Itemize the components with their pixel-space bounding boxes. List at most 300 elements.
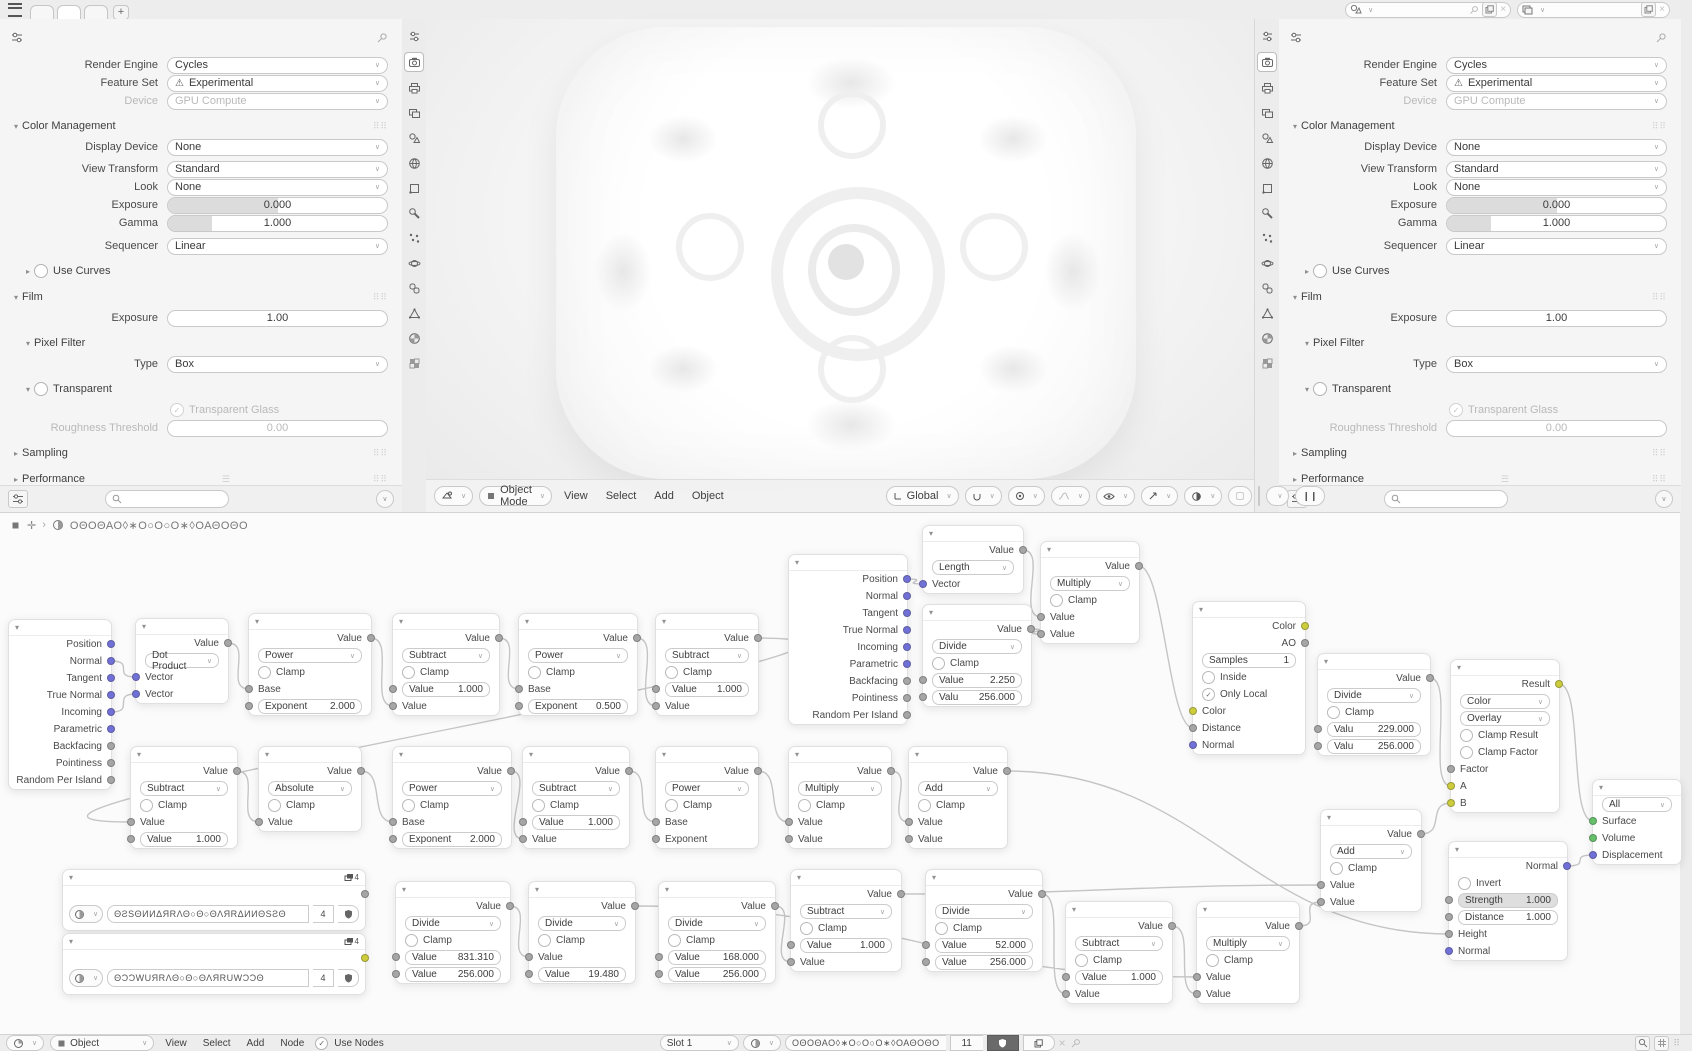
collapse-icon[interactable]: ▾ (137, 750, 142, 759)
output-socket[interactable] (233, 767, 241, 775)
falloff-dropdown[interactable]: ∨ (1051, 486, 1090, 506)
node-header[interactable] (249, 614, 371, 630)
output-socket[interactable] (506, 902, 514, 910)
node-checkbox[interactable] (538, 934, 551, 947)
node-value-field[interactable]: Value 256.000 (405, 967, 501, 982)
node-checkbox[interactable] (668, 934, 681, 947)
filter-options-button[interactable]: ∨ (1655, 490, 1673, 508)
node-checkbox[interactable] (402, 799, 415, 812)
input-socket[interactable] (1189, 741, 1197, 749)
workspace-tab-2[interactable] (57, 5, 81, 20)
output-socket[interactable] (361, 954, 369, 962)
shader-type-select[interactable]: Object ∨ (50, 1035, 154, 1051)
input-socket[interactable] (525, 970, 533, 978)
properties-tab-scene-icon[interactable] (405, 129, 423, 147)
node-sub5[interactable] (790, 869, 902, 972)
node-value-field[interactable]: Samples 1 (1202, 653, 1296, 668)
output-socket[interactable] (224, 639, 232, 647)
viewlayer-name-field[interactable] (1548, 5, 1638, 15)
menu-view[interactable]: View (564, 490, 588, 502)
input-socket[interactable] (787, 941, 795, 949)
input-socket[interactable] (1589, 817, 1597, 825)
section-sampling[interactable]: ▸ Sampling ⠿⠿ (1292, 447, 1667, 459)
collapse-icon[interactable]: ▾ (1455, 845, 1460, 854)
node-div2[interactable] (1317, 653, 1431, 756)
menu-add[interactable]: Add (246, 1037, 265, 1049)
node-header[interactable] (926, 870, 1042, 886)
properties-tab-output-icon[interactable] (1258, 79, 1276, 97)
node-checkbox[interactable] (528, 666, 541, 679)
collapse-icon[interactable]: ▾ (535, 885, 540, 894)
properties-tab-particles-icon[interactable] (1258, 229, 1276, 247)
fake-user-shield-button[interactable] (338, 905, 359, 923)
node-operation-select[interactable]: Subtract ∨ (665, 648, 749, 663)
search-input[interactable] (105, 490, 229, 508)
properties-tab-scene-icon[interactable] (1258, 129, 1276, 147)
node-g1[interactable] (8, 619, 112, 790)
node-value-field[interactable]: Distance 1.000 (1458, 910, 1558, 925)
node-checkbox[interactable]: ✓ (1202, 688, 1215, 701)
grid-snap-icon[interactable] (1654, 1036, 1669, 1051)
node-header[interactable] (396, 882, 510, 898)
output-socket[interactable] (357, 767, 365, 775)
node-checkbox[interactable] (798, 799, 811, 812)
output-socket[interactable] (903, 592, 911, 600)
overlays-dropdown[interactable]: ∨ (1184, 486, 1222, 506)
shading-dropdown[interactable]: ∨ (1266, 486, 1289, 506)
node-header[interactable]: ▾ 4 (63, 870, 365, 886)
shader-node-editor[interactable] (0, 512, 1680, 1035)
output-socket[interactable] (887, 767, 895, 775)
node-value-field[interactable]: Value 52.000 (935, 938, 1033, 953)
gizmo-dropdown[interactable]: ∨ (1141, 486, 1178, 506)
input-socket[interactable] (652, 835, 660, 843)
section-color-management[interactable]: ▾ Color Management ⠿⠿ (13, 120, 388, 132)
output-socket[interactable] (903, 694, 911, 702)
viewport-3d[interactable] (426, 19, 1318, 512)
collapse-icon[interactable]: ▾ (142, 622, 147, 631)
node-operation-select[interactable]: Divide ∨ (932, 639, 1022, 654)
menu-object[interactable]: Object (691, 490, 724, 502)
close-icon[interactable]: × (1500, 4, 1507, 15)
properties-tab-constraints-icon[interactable] (405, 279, 423, 297)
editor-type-dropdown[interactable]: ∨ (6, 1035, 44, 1051)
node-operation-select[interactable]: Overlay ∨ (1460, 711, 1550, 726)
output-socket[interactable] (107, 742, 115, 750)
properties-tab-output-icon[interactable] (405, 79, 423, 97)
input-socket[interactable] (785, 818, 793, 826)
node-sub6[interactable] (1065, 901, 1173, 1004)
input-socket[interactable] (652, 685, 660, 693)
device-select[interactable]: GPU Compute ∨ (1446, 93, 1667, 110)
node-value-field[interactable]: Value 2.250 (932, 673, 1022, 688)
node-sub4[interactable] (522, 746, 630, 849)
node-operation-select[interactable]: Divide ∨ (1327, 688, 1421, 703)
render-engine-select[interactable]: Cycles ∨ (167, 57, 388, 74)
output-socket[interactable] (1426, 674, 1434, 682)
snap-dropdown[interactable]: ∨ (965, 486, 1002, 506)
output-socket[interactable] (1135, 562, 1143, 570)
visibility-dropdown[interactable]: ∨ (1096, 486, 1135, 506)
node-g2[interactable] (788, 554, 908, 725)
node-checkbox[interactable] (405, 934, 418, 947)
collapse-icon[interactable]: ▾ (529, 750, 534, 759)
collapse-icon[interactable]: ▾ (255, 617, 260, 626)
use-curves-checkbox[interactable] (1313, 264, 1327, 278)
node-mul3[interactable] (1196, 901, 1300, 1004)
gamma-slider[interactable]: 1.000 (167, 215, 388, 232)
output-socket[interactable] (1417, 830, 1425, 838)
output-socket[interactable] (367, 634, 375, 642)
transparent-glass-checkbox[interactable]: ✓ (170, 403, 184, 417)
node-div1[interactable] (922, 604, 1032, 707)
texture-browse-dropdown[interactable]: ∨ (69, 905, 103, 923)
look-select[interactable]: None ∨ (1446, 179, 1667, 196)
collapse-icon[interactable]: ▾ (662, 617, 667, 626)
node-value-field[interactable]: Value 831.310 (405, 950, 501, 965)
output-socket[interactable] (1555, 680, 1563, 688)
node-header[interactable] (1197, 902, 1299, 918)
node-value-field[interactable]: Value 1.000 (665, 682, 749, 697)
node-operation-select[interactable]: Subtract ∨ (140, 781, 228, 796)
node-header[interactable] (659, 882, 775, 898)
node-value-field[interactable]: Exponent 2.000 (402, 832, 502, 847)
node-div6[interactable] (925, 869, 1043, 972)
output-socket[interactable] (771, 902, 779, 910)
input-socket[interactable] (905, 818, 913, 826)
node-checkbox[interactable] (932, 657, 945, 670)
collapse-icon[interactable]: ▾ (665, 885, 670, 894)
node-ao[interactable] (1192, 601, 1306, 755)
input-socket[interactable] (1589, 834, 1597, 842)
new-viewlayer-button[interactable] (1641, 2, 1656, 17)
node-value-field[interactable]: Value 19.480 (538, 967, 626, 982)
output-socket[interactable] (507, 767, 515, 775)
output-socket[interactable] (903, 626, 911, 634)
input-socket[interactable] (1317, 881, 1325, 889)
input-socket[interactable] (1062, 990, 1070, 998)
output-socket[interactable] (903, 711, 911, 719)
properties-tab-object-icon[interactable] (1258, 179, 1276, 197)
node-header[interactable] (1451, 660, 1559, 676)
node-header[interactable] (393, 747, 511, 763)
collapse-icon[interactable]: ▾ (69, 873, 74, 882)
node-operation-select[interactable]: Multiply ∨ (1206, 936, 1290, 951)
collapse-icon[interactable]: ▾ (662, 750, 667, 759)
fake-user-shield-button[interactable] (338, 969, 359, 987)
output-socket[interactable] (107, 759, 115, 767)
input-socket[interactable] (389, 685, 397, 693)
node-operation-select[interactable]: Power ∨ (258, 648, 362, 663)
node-header[interactable] (1593, 780, 1681, 796)
node-header[interactable] (1066, 902, 1172, 918)
node-header[interactable] (791, 870, 901, 886)
node-bump[interactable] (1448, 841, 1568, 961)
section-pixel-filter[interactable]: ▾ Pixel Filter (1304, 337, 1365, 349)
node-div5[interactable] (658, 881, 776, 984)
node-value-field[interactable]: Value 1.000 (1075, 970, 1163, 985)
node-value-field[interactable]: Strength 1.000 (1458, 893, 1558, 908)
add-workspace-button[interactable]: + (113, 5, 129, 20)
node-header[interactable] (1041, 542, 1139, 558)
input-socket[interactable] (922, 941, 930, 949)
section-transparent[interactable]: ▾ Transparent (25, 383, 112, 395)
node-operation-select[interactable]: Multiply ∨ (1050, 576, 1130, 591)
menu-node[interactable]: Node (280, 1037, 305, 1049)
input-socket[interactable] (525, 953, 533, 961)
input-socket[interactable] (919, 676, 927, 684)
node-operation-select[interactable]: Color ∨ (1460, 694, 1550, 709)
input-socket[interactable] (905, 835, 913, 843)
section-pixel-filter[interactable]: ▾ Pixel Filter (25, 337, 86, 349)
film-exposure-slider[interactable]: 1.00 (1446, 310, 1667, 327)
node-operation-select[interactable]: Subtract ∨ (532, 781, 620, 796)
pause-render-button[interactable]: ❙❙ (1295, 486, 1324, 506)
input-socket[interactable] (1193, 990, 1201, 998)
texture-users-count[interactable]: 4 (313, 969, 334, 987)
mode-select[interactable]: Object Mode ∨ (479, 486, 552, 506)
collapse-icon[interactable]: ▾ (1457, 663, 1462, 672)
node-mix[interactable] (1450, 659, 1560, 813)
properties-tab-constraints-icon[interactable] (1258, 279, 1276, 297)
roughness-threshold-slider[interactable]: 0.00 (167, 420, 388, 437)
menu-select[interactable]: Select (605, 490, 637, 502)
feature-set-select[interactable]: ⚠ Experimental ∨ (1446, 75, 1667, 92)
node-checkbox[interactable] (1327, 706, 1340, 719)
node-checkbox[interactable] (800, 922, 813, 935)
node-mul1[interactable] (788, 746, 892, 849)
output-socket[interactable] (903, 609, 911, 617)
collapse-icon[interactable]: ▾ (929, 608, 934, 617)
output-socket[interactable] (1301, 639, 1309, 647)
node-header[interactable] (529, 882, 635, 898)
node-checkbox[interactable] (665, 799, 678, 812)
input-socket[interactable] (1445, 913, 1453, 921)
properties-tab-tool-icon[interactable] (1258, 27, 1276, 45)
input-socket[interactable] (127, 835, 135, 843)
view-transform-select[interactable]: Standard ∨ (1446, 161, 1667, 178)
use-curves-checkbox[interactable] (34, 264, 48, 278)
node-checkbox[interactable] (532, 799, 545, 812)
workspace-tab-1[interactable] (30, 5, 54, 20)
node-abs[interactable] (258, 746, 362, 832)
node-header[interactable] (259, 747, 361, 763)
node-header[interactable] (523, 747, 629, 763)
output-socket[interactable] (903, 643, 911, 651)
section-use-curves[interactable]: ▸ Use Curves (1304, 265, 1390, 277)
input-socket[interactable] (392, 970, 400, 978)
close-icon[interactable]: × (1659, 4, 1665, 15)
collapse-icon[interactable]: ▾ (399, 750, 404, 759)
output-socket[interactable] (495, 634, 503, 642)
node-dot[interactable] (135, 618, 229, 704)
preset-list-icon[interactable]: ☰ (1500, 473, 1509, 484)
collapse-icon[interactable]: ▾ (1324, 657, 1329, 666)
collapse-icon[interactable]: ▾ (915, 750, 920, 759)
display-device-select[interactable]: None ∨ (167, 139, 388, 156)
material-name-field[interactable]: ΟΘΟΘΑΟ◊∗Ο○Ο○Ο∗◊ΟΑΘΟΘΟ (785, 1035, 946, 1051)
input-socket[interactable] (1447, 799, 1455, 807)
input-socket[interactable] (1062, 973, 1070, 981)
properties-tab-texture-icon[interactable] (405, 354, 423, 372)
output-socket[interactable] (1295, 922, 1303, 930)
node-header[interactable] (9, 620, 111, 636)
node-header[interactable] (789, 747, 891, 763)
node-operation-select[interactable]: Dot Product ∨ (145, 653, 219, 668)
node-operation-select[interactable]: Subtract ∨ (800, 904, 892, 919)
copy-material-button[interactable] (1023, 1035, 1055, 1051)
node-value-field[interactable]: Value 1.000 (800, 938, 892, 953)
input-socket[interactable] (1317, 898, 1325, 906)
collapse-icon[interactable]: ▾ (1203, 905, 1208, 914)
node-checkbox[interactable] (1458, 877, 1471, 890)
node-operation-select[interactable]: Multiply ∨ (798, 781, 882, 796)
node-checkbox[interactable] (1330, 862, 1343, 875)
collapse-icon[interactable]: ▾ (795, 750, 800, 759)
input-socket[interactable] (132, 690, 140, 698)
input-socket[interactable] (392, 953, 400, 961)
node-pow2[interactable] (518, 613, 638, 716)
output-socket[interactable] (1027, 625, 1035, 633)
node-out[interactable] (1592, 779, 1682, 865)
input-socket[interactable] (1445, 930, 1453, 938)
output-socket[interactable] (897, 890, 905, 898)
section-performance[interactable]: ▸ Performance ☰ ⠿⠿ (13, 473, 388, 485)
resize-grip-icon[interactable]: ⠿ (1673, 1037, 1680, 1048)
filter-options-button[interactable]: ∨ (376, 490, 394, 508)
gamma-slider[interactable]: 1.000 (1446, 215, 1667, 232)
texture-name-field[interactable]: ΘƆƆWUЯRΛΘ○Θ○ΘΛЯRUWƆƆΘ (107, 969, 309, 987)
use-nodes-checkbox[interactable]: ✓ (315, 1037, 328, 1050)
node-div3[interactable] (395, 881, 511, 984)
fake-user-shield-button[interactable] (987, 1035, 1019, 1051)
node-value-field[interactable]: Exponent 2.000 (258, 699, 362, 714)
input-socket[interactable] (787, 958, 795, 966)
collapse-icon[interactable]: ▾ (1199, 605, 1204, 614)
node-header[interactable] (519, 614, 637, 630)
menu-add[interactable]: Add (654, 490, 674, 502)
node-checkbox[interactable] (1206, 954, 1219, 967)
node-value-field[interactable]: Value 256.000 (668, 967, 766, 982)
output-socket[interactable] (903, 660, 911, 668)
input-socket[interactable] (519, 818, 527, 826)
node-value-field[interactable]: Value 1.000 (402, 682, 490, 697)
input-socket[interactable] (245, 702, 253, 710)
input-socket[interactable] (1445, 947, 1453, 955)
node-add2[interactable] (1320, 809, 1422, 912)
node-len[interactable] (922, 525, 1024, 594)
node-checkbox[interactable] (935, 922, 948, 935)
node-pow3[interactable] (392, 746, 512, 849)
transform-orientation-select[interactable]: Global ∨ (886, 486, 959, 506)
node-add1[interactable] (908, 746, 1008, 849)
output-socket[interactable] (107, 776, 115, 784)
node-header[interactable] (1193, 602, 1305, 618)
node-value-field[interactable]: Value 1.000 (532, 815, 620, 830)
properties-tab-physics-icon[interactable] (1258, 254, 1276, 272)
properties-editor-icon[interactable] (1289, 31, 1303, 45)
pin-icon[interactable] (1655, 32, 1667, 44)
zoom-region-icon[interactable] (1635, 1036, 1650, 1051)
view-transform-select[interactable]: Standard ∨ (167, 161, 388, 178)
output-socket[interactable] (754, 634, 762, 642)
exposure-slider[interactable]: 0.000 (1446, 197, 1667, 214)
node-operation-select[interactable]: Add ∨ (918, 781, 998, 796)
properties-tab-physics-icon[interactable] (405, 254, 423, 272)
input-socket[interactable] (519, 835, 527, 843)
render-engine-select[interactable]: Cycles ∨ (1446, 57, 1667, 74)
node-value-field[interactable]: Value 256.000 (935, 955, 1033, 970)
section-performance[interactable]: ▸ Performance ☰ ⠿⠿ (1292, 473, 1667, 485)
output-socket[interactable] (625, 767, 633, 775)
exposure-slider[interactable]: 0.000 (167, 197, 388, 214)
editor-type-button[interactable] (8, 490, 28, 508)
node-checkbox[interactable] (1075, 954, 1088, 967)
texture-users-count[interactable]: 4 (313, 905, 334, 923)
properties-tab-world-icon[interactable] (405, 154, 423, 172)
node-checkbox[interactable] (258, 666, 271, 679)
look-select[interactable]: None ∨ (167, 179, 388, 196)
viewlayer-selector[interactable] (1517, 2, 1670, 18)
menu-view[interactable]: View (165, 1037, 187, 1049)
node-header[interactable] (393, 614, 499, 630)
material-slot-select[interactable]: Slot 1 ∨ (660, 1035, 739, 1051)
node-value-field[interactable]: Valu 229.000 (1327, 722, 1421, 737)
properties-tab-modifiers-icon[interactable] (405, 204, 423, 222)
node-operation-select[interactable]: Absolute ∨ (268, 781, 352, 796)
collapse-icon[interactable]: ▾ (932, 873, 937, 882)
texture-browse-dropdown[interactable]: ∨ (69, 969, 103, 987)
output-socket[interactable] (107, 708, 115, 716)
node-operation-select[interactable]: Divide ∨ (668, 916, 766, 931)
section-use-curves[interactable]: ▸ Use Curves (25, 265, 111, 277)
properties-tab-view-layer-icon[interactable] (1258, 104, 1276, 122)
node-operation-select[interactable]: Subtract ∨ (1075, 936, 1163, 951)
search-input[interactable] (1384, 490, 1508, 508)
node-sub1[interactable] (392, 613, 500, 716)
node-header[interactable] (136, 619, 228, 635)
transparent-checkbox[interactable] (34, 382, 48, 396)
node-operation-select[interactable]: Power ∨ (665, 781, 749, 796)
input-socket[interactable] (1037, 613, 1045, 621)
collapse-icon[interactable]: ▾ (402, 885, 407, 894)
input-socket[interactable] (255, 818, 263, 826)
input-socket[interactable] (389, 835, 397, 843)
collapse-icon[interactable]: ▾ (1072, 905, 1077, 914)
node-operation-select[interactable]: Divide ∨ (405, 916, 501, 931)
properties-tab-object-icon[interactable] (405, 179, 423, 197)
transparent-checkbox[interactable] (1313, 382, 1327, 396)
collapse-icon[interactable]: ▾ (69, 937, 74, 946)
node-header[interactable] (131, 747, 237, 763)
node-header[interactable] (656, 747, 758, 763)
properties-tab-tool-icon[interactable] (405, 27, 423, 45)
node-div4[interactable] (528, 881, 636, 984)
output-socket[interactable] (1301, 622, 1309, 630)
node-checkbox[interactable] (1460, 729, 1473, 742)
menu-select[interactable]: Select (202, 1037, 231, 1049)
output-socket[interactable] (631, 902, 639, 910)
node-tex2[interactable] (62, 933, 366, 995)
section-film[interactable]: ▾ Film ⠿⠿ (13, 291, 388, 303)
node-header[interactable] (1449, 842, 1567, 858)
feature-set-select[interactable]: ⚠ Experimental ∨ (167, 75, 388, 92)
transparent-glass-checkbox[interactable]: ✓ (1449, 403, 1463, 417)
input-socket[interactable] (919, 693, 927, 701)
node-header[interactable] (1318, 654, 1430, 670)
output-socket[interactable] (633, 634, 641, 642)
material-browse-dropdown[interactable]: ∨ (743, 1035, 781, 1051)
